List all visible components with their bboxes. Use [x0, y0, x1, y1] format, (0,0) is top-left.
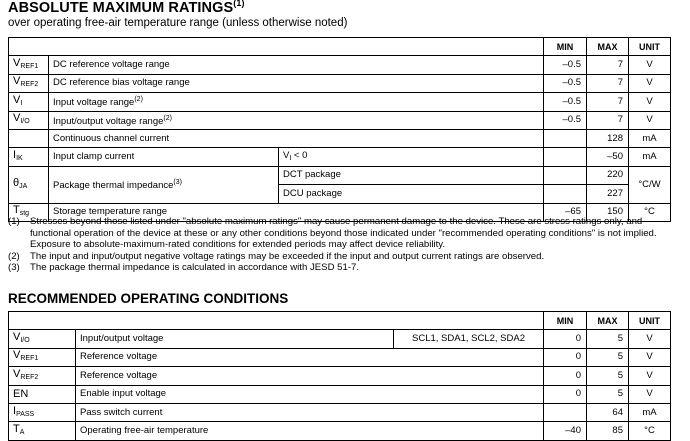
header-blank: [9, 38, 544, 56]
max-cell: 220: [587, 166, 629, 184]
condition-cell: SCL1, SDA1, SCL2, SDA2: [394, 330, 544, 348]
parameter-cell: Input/output voltage: [76, 330, 394, 348]
min-cell: [544, 148, 587, 166]
header-min: MIN: [544, 38, 587, 56]
min-cell: 0: [544, 385, 587, 403]
symbol-cell: $I_{IK}$: [9, 148, 49, 166]
min-cell: 0: [544, 330, 587, 348]
symbol-cell: [9, 129, 49, 147]
unit-cell: V: [629, 111, 671, 129]
unit-cell: V: [629, 93, 671, 111]
parameter-cell: Operating free-air temperature: [76, 422, 544, 440]
min-cell: [544, 185, 587, 203]
parameter-cell: Input clamp current: [49, 148, 279, 166]
min-cell: 0: [544, 367, 587, 385]
max-cell: –50: [587, 148, 629, 166]
symbol-cell: $V_{REF1}$: [9, 348, 76, 366]
unit-cell: °C: [629, 203, 671, 221]
parameter-cell: DC reference voltage range: [49, 56, 544, 74]
parameter-cell: Pass switch current: [76, 403, 544, 421]
max-cell: 5: [587, 385, 629, 403]
max-cell: 150: [587, 203, 629, 221]
symbol-cell: $V_{REF1}$: [9, 56, 49, 74]
parameter-cell: Package thermal impedance$^{(3)}$: [49, 166, 279, 203]
symbol-cell: $V_{I/O}$: [9, 330, 76, 348]
header-blank: [9, 312, 544, 330]
recommended-operating-conditions-table: [8, 311, 671, 441]
header-min: MIN: [544, 312, 587, 330]
symbol-cell: $V_{REF2}$: [9, 367, 76, 385]
max-cell: 7: [587, 93, 629, 111]
unit-cell: °C/W: [629, 166, 671, 203]
table-row: [9, 348, 671, 366]
symbol-cell: $V_{REF2}$: [9, 74, 49, 92]
parameter-cell: Input/output voltage range$^{(2)}$: [49, 111, 544, 129]
max-cell: 128: [587, 129, 629, 147]
condition-cell: DCU package: [279, 185, 544, 203]
min-cell: 0: [544, 348, 587, 366]
max-cell: 7: [587, 111, 629, 129]
unit-cell: mA: [629, 129, 671, 147]
min-cell: –0.5: [544, 93, 587, 111]
parameter-cell: Enable input voltage: [76, 385, 544, 403]
table-row: [9, 148, 671, 166]
min-cell: [544, 166, 587, 184]
unit-cell: V: [629, 56, 671, 74]
unit-cell: V: [629, 74, 671, 92]
table-row: [9, 129, 671, 147]
table-header-row: [9, 38, 671, 56]
symbol-cell: EN: [9, 385, 76, 403]
header-max: MAX: [587, 38, 629, 56]
max-cell: 227: [587, 185, 629, 203]
max-cell: 85: [587, 422, 629, 440]
table-row: [9, 385, 671, 403]
amr-subtitle: over operating free-air temperature range (unless otherwise noted): [8, 17, 348, 29]
roc-title: RECOMMENDED OPERATING CONDITIONS: [8, 291, 289, 306]
condition-cell: $V_I < 0$: [279, 148, 544, 166]
min-cell: –0.5: [544, 74, 587, 92]
amr-title: ABSOLUTE MAXIMUM RATINGS$^{(1)}$: [8, 0, 245, 16]
unit-cell: mA: [629, 148, 671, 166]
symbol-cell: $T_{stg}$: [9, 203, 49, 221]
table-row: [9, 367, 671, 385]
symbol-cell: $V_I$: [9, 93, 49, 111]
symbol-cell: $V_{I/O}$: [9, 111, 49, 129]
unit-cell: V: [629, 367, 671, 385]
max-cell: 64: [587, 403, 629, 421]
min-cell: [544, 129, 587, 147]
header-unit: UNIT: [629, 312, 671, 330]
parameter-cell: DC reference bias voltage range: [49, 74, 544, 92]
symbol-cell: $T_A$: [9, 422, 76, 440]
max-cell: 7: [587, 74, 629, 92]
max-cell: 5: [587, 367, 629, 385]
unit-cell: V: [629, 385, 671, 403]
unit-cell: V: [629, 348, 671, 366]
footnotes: [8, 216, 673, 274]
table-row: [9, 403, 671, 421]
parameter-cell: Reference voltage: [76, 348, 544, 366]
table-row: [9, 330, 671, 348]
header-max: MAX: [587, 312, 629, 330]
table-row: [9, 56, 671, 74]
symbol-cell: $\theta_{JA}$: [9, 166, 49, 203]
table-row: [9, 74, 671, 92]
min-cell: –0.5: [544, 111, 587, 129]
min-cell: –65: [544, 203, 587, 221]
parameter-cell: Continuous channel current: [49, 129, 544, 147]
table-header-row: [9, 312, 671, 330]
table-row: [9, 422, 671, 440]
max-cell: 5: [587, 348, 629, 366]
absolute-max-ratings-table: [8, 37, 671, 222]
footnote: (2) The input and input/output negative voltage ratings may be exceeded if the input and output current ratings are observed.: [8, 250, 545, 262]
min-cell: –40: [544, 422, 587, 440]
header-unit: UNIT: [629, 38, 671, 56]
parameter-cell: Reference voltage: [76, 367, 544, 385]
parameter-cell: Storage temperature range: [49, 203, 544, 221]
table-row: [9, 93, 671, 111]
max-cell: 5: [587, 330, 629, 348]
symbol-cell: $I_{PASS}$: [9, 403, 76, 421]
unit-cell: mA: [629, 403, 671, 421]
min-cell: [544, 403, 587, 421]
parameter-cell: Input voltage range$^{(2)}$: [49, 93, 544, 111]
min-cell: –0.5: [544, 56, 587, 74]
condition-cell: DCT package: [279, 166, 544, 184]
max-cell: 7: [587, 56, 629, 74]
unit-cell: °C: [629, 422, 671, 440]
unit-cell: V: [629, 330, 671, 348]
table-row: [9, 166, 671, 184]
table-row: [9, 111, 671, 129]
footnote: (3) The package thermal impedance is calculated in accordance with JESD 51-7.: [8, 262, 360, 274]
footnote: (1) Stresses beyond those listed under "absolute maximum ratings" may cause permanent damage to the device. These are stress ratings only, and functional operation of the device at these or any other conditions beyond those indicated under "recommended operating conditions" is not implied. Exposure to absolute-maximum-rated conditions for extended periods may affect device reliability.: [8, 216, 657, 251]
